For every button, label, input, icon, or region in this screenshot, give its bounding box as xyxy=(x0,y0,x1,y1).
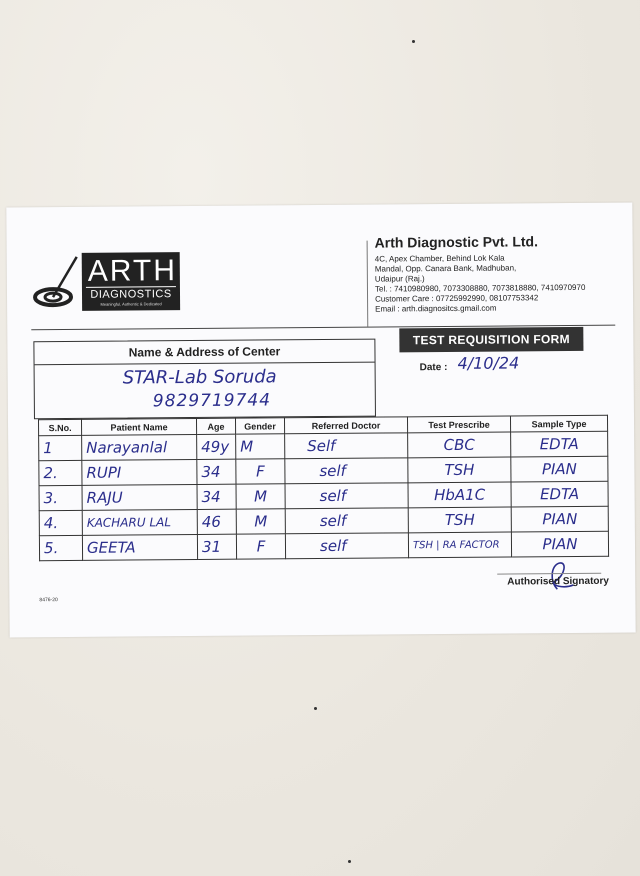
center-title: Name & Address of Center xyxy=(34,340,374,366)
cell-sno: 3. xyxy=(39,485,82,510)
paper-speck xyxy=(314,707,317,710)
cell-referred-doctor: self xyxy=(285,508,408,534)
cell-patient-name: GEETA xyxy=(82,534,197,560)
date-label: Date : xyxy=(419,362,448,374)
cell-gender: F xyxy=(236,534,285,559)
center-box xyxy=(33,339,376,420)
cell-gender: M xyxy=(236,434,285,459)
paper-speck xyxy=(412,40,415,43)
form-code: 8476-20 xyxy=(39,597,58,604)
cell-sample: EDTA xyxy=(511,431,608,457)
company-address-2: Mandal, Opp. Canara Bank, Madhuban, xyxy=(374,263,517,274)
cell-test: HbA1C xyxy=(408,482,511,508)
cell-test: CBC xyxy=(408,432,511,458)
company-customer-care: Customer Care : 07725992990, 08107753342 xyxy=(375,293,539,304)
cell-referred-doctor: self xyxy=(285,533,408,559)
paper-speck xyxy=(348,860,351,863)
cell-gender: F xyxy=(236,459,285,484)
cell-age: 34 xyxy=(197,484,236,509)
cell-referred-doctor: self xyxy=(285,458,408,484)
cell-age: 31 xyxy=(197,534,236,559)
cell-patient-name: RUPI xyxy=(82,459,197,485)
date-value: 4/10/24 xyxy=(457,353,520,373)
logo xyxy=(82,252,180,311)
test-requisition-form xyxy=(6,203,635,638)
cell-gender: M xyxy=(236,509,285,534)
cell-referred-doctor: Self xyxy=(285,433,408,459)
cell-sample: PIAN xyxy=(511,531,608,557)
cell-referred-doctor: self xyxy=(285,483,408,509)
cell-sample: PIAN xyxy=(511,456,608,482)
cell-patient-name: KACHARU LAL xyxy=(82,509,197,535)
logo-arth: ARTH xyxy=(87,254,178,288)
col-patient-name: Patient Name xyxy=(81,418,196,435)
logo-tagline: Meaningful, Authentic & Dedicated xyxy=(100,301,162,307)
col-sno: S.No. xyxy=(38,419,81,435)
header-divider xyxy=(367,241,369,327)
cell-sample: EDTA xyxy=(511,481,608,507)
cell-test: TSH | RA FACTOR xyxy=(408,532,511,558)
cell-age: 46 xyxy=(197,509,236,534)
company-tel: Tel. : 7410980980, 7073308880, 7073818880, 7410970970 xyxy=(374,282,586,294)
logo-diagnostics: DIAGNOSTICS xyxy=(86,286,176,301)
authorised-signatory: Authorised Signatory xyxy=(507,575,610,588)
company-info xyxy=(375,233,616,315)
cell-age: 49y xyxy=(197,434,236,459)
col-sample-type: Sample Type xyxy=(510,415,607,432)
cell-sno: 1 xyxy=(39,435,82,460)
center-name: STAR-Lab Soruda xyxy=(122,366,277,389)
target-logo-icon xyxy=(33,253,83,313)
col-test-prescribe: Test Prescribe xyxy=(407,416,510,433)
requisition-table xyxy=(38,415,609,561)
cell-test: TSH xyxy=(408,507,511,533)
cell-age: 34 xyxy=(197,459,236,484)
company-name: Arth Diagnostic Pvt. Ltd. xyxy=(374,233,539,251)
form-title: TEST REQUISITION FORM xyxy=(399,327,583,352)
company-address-1: 4C, Apex Chamber, Behind Lok Kala xyxy=(374,253,505,264)
cell-sno: 4. xyxy=(39,510,82,535)
cell-sno: 2. xyxy=(39,460,82,485)
col-gender: Gender xyxy=(235,418,284,434)
col-age: Age xyxy=(196,418,235,434)
company-email: Email : arth.diagnositcs.gmail.com xyxy=(375,303,497,314)
cell-test: TSH xyxy=(408,457,511,483)
cell-sno: 5. xyxy=(39,535,82,560)
cell-sample: PIAN xyxy=(511,506,608,532)
col-referred-doctor: Referred Doctor xyxy=(284,417,407,434)
cell-patient-name: RAJU xyxy=(82,484,197,510)
cell-patient-name: Narayanlal xyxy=(82,434,197,460)
cell-gender: M xyxy=(236,484,285,509)
center-phone: 9829719744 xyxy=(152,390,272,412)
table-row xyxy=(39,531,608,560)
company-address-3: Udaipur (Raj.) xyxy=(374,274,425,284)
